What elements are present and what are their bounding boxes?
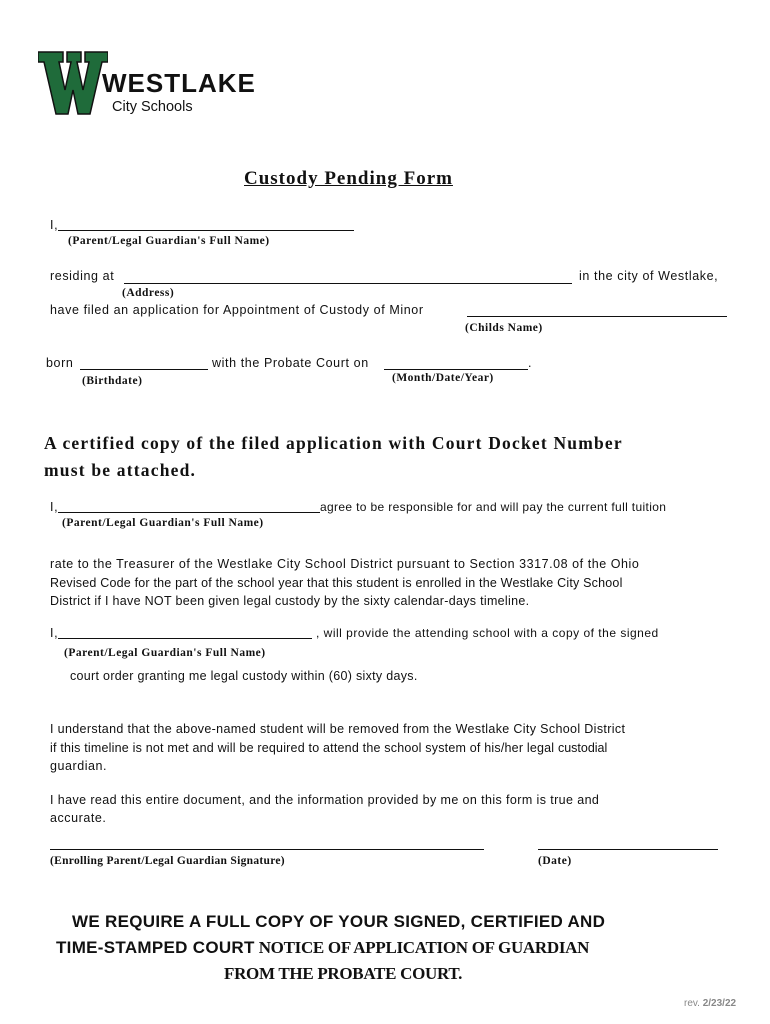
notice-line-1: A certified copy of the filed application with Court Docket Number <box>44 433 623 453</box>
address-field[interactable] <box>124 283 572 284</box>
date-field[interactable] <box>538 849 718 850</box>
understand-line-2 <box>50 739 607 758</box>
footer-line-1: WE REQUIRE A FULL COPY OF YOUR SIGNED, CERTIFIED AND <box>72 912 606 931</box>
child-name-field[interactable] <box>467 316 727 317</box>
tuition-suffix: agree to be responsible for and will pay the current full tuition <box>320 500 667 514</box>
revision-date: 2/23/22 <box>702 998 737 1009</box>
understand-custodial: custodial <box>557 741 608 755</box>
signature-field[interactable] <box>50 849 484 850</box>
minor-text: have filed an application for Appointment of Custody of Minor <box>50 303 424 317</box>
court-order-guardian-field[interactable] <box>58 638 312 639</box>
court-order-guardian-label: (Parent/Legal Guardian's Full Name) <box>64 647 266 659</box>
tuition-para-line-1: rate to the Treasurer of the Westlake City School District pursuant to Section 3317.08 of the Ohio <box>50 557 640 571</box>
logo-name: WESTLAKE <box>102 68 256 98</box>
page-title: Custody Pending Form <box>244 168 453 189</box>
footer-line-3: FROM THE PROBATE COURT. <box>224 964 463 983</box>
understand-line-3: guardian. <box>50 759 108 773</box>
guardian-name-field[interactable] <box>58 230 354 231</box>
probate-date-label: (Month/Date/Year) <box>392 372 494 384</box>
understand-line-1: I understand that the above-named student will be removed from the Westlake City School District <box>50 722 626 736</box>
footer-line-2b: NOTICE OF APPLICATION OF GUARDIAN <box>258 938 590 957</box>
tuition-prefix: I, <box>50 500 59 514</box>
born-prefix: born <box>46 356 74 370</box>
date-label: (Date) <box>538 855 572 867</box>
footer-line-2a: TIME-STAMPED COURT <box>56 938 255 957</box>
probate-text: with the Probate Court on <box>212 356 369 370</box>
guardian-label: (Parent/Legal Guardian's Full Name) <box>68 235 270 247</box>
guardian-prefix: I, <box>50 218 59 232</box>
court-order-suffix: , will provide the attending school with a copy of the signed <box>316 626 659 640</box>
revision-prefix: rev. <box>684 998 700 1009</box>
court-order-prefix: I, <box>50 626 59 640</box>
birthdate-field[interactable] <box>80 369 208 370</box>
court-order-line-2: court order granting me legal custody within (60) sixty days. <box>70 669 418 683</box>
revision-note <box>684 998 736 1009</box>
city-suffix: in the city of Westlake, <box>579 269 719 283</box>
born-end: . <box>528 356 533 370</box>
signature-label: (Enrolling Parent/Legal Guardian Signature) <box>50 855 285 867</box>
tuition-guardian-label: (Parent/Legal Guardian's Full Name) <box>62 517 264 529</box>
tuition-guardian-field[interactable] <box>58 512 320 513</box>
read-line-2: accurate. <box>50 811 107 825</box>
westlake-logo <box>38 50 288 116</box>
tuition-para-line-2: Revised Code for the part of the school year that this student is enrolled in the Westlake City School <box>50 576 623 590</box>
tuition-para-line-3: District if I have NOT been given legal custody by the sixty calendar-days timeline. <box>50 594 530 608</box>
understand-line-2-text: if this timeline is not met and will be required to attend the school system of his/her legal <box>50 741 555 755</box>
address-label: (Address) <box>122 287 175 299</box>
w-logo-icon <box>38 50 108 116</box>
probate-date-field[interactable] <box>384 369 528 370</box>
footer-line-2 <box>56 938 589 958</box>
notice-line-2: must be attached. <box>44 460 197 480</box>
child-name-label: (Childs Name) <box>465 322 543 334</box>
read-line-1: I have read this entire document, and the information provided by me on this form is true and <box>50 793 600 807</box>
birthdate-label: (Birthdate) <box>82 375 143 387</box>
logo-subtitle: City Schools <box>112 99 193 115</box>
residing-prefix: residing at <box>50 269 115 283</box>
